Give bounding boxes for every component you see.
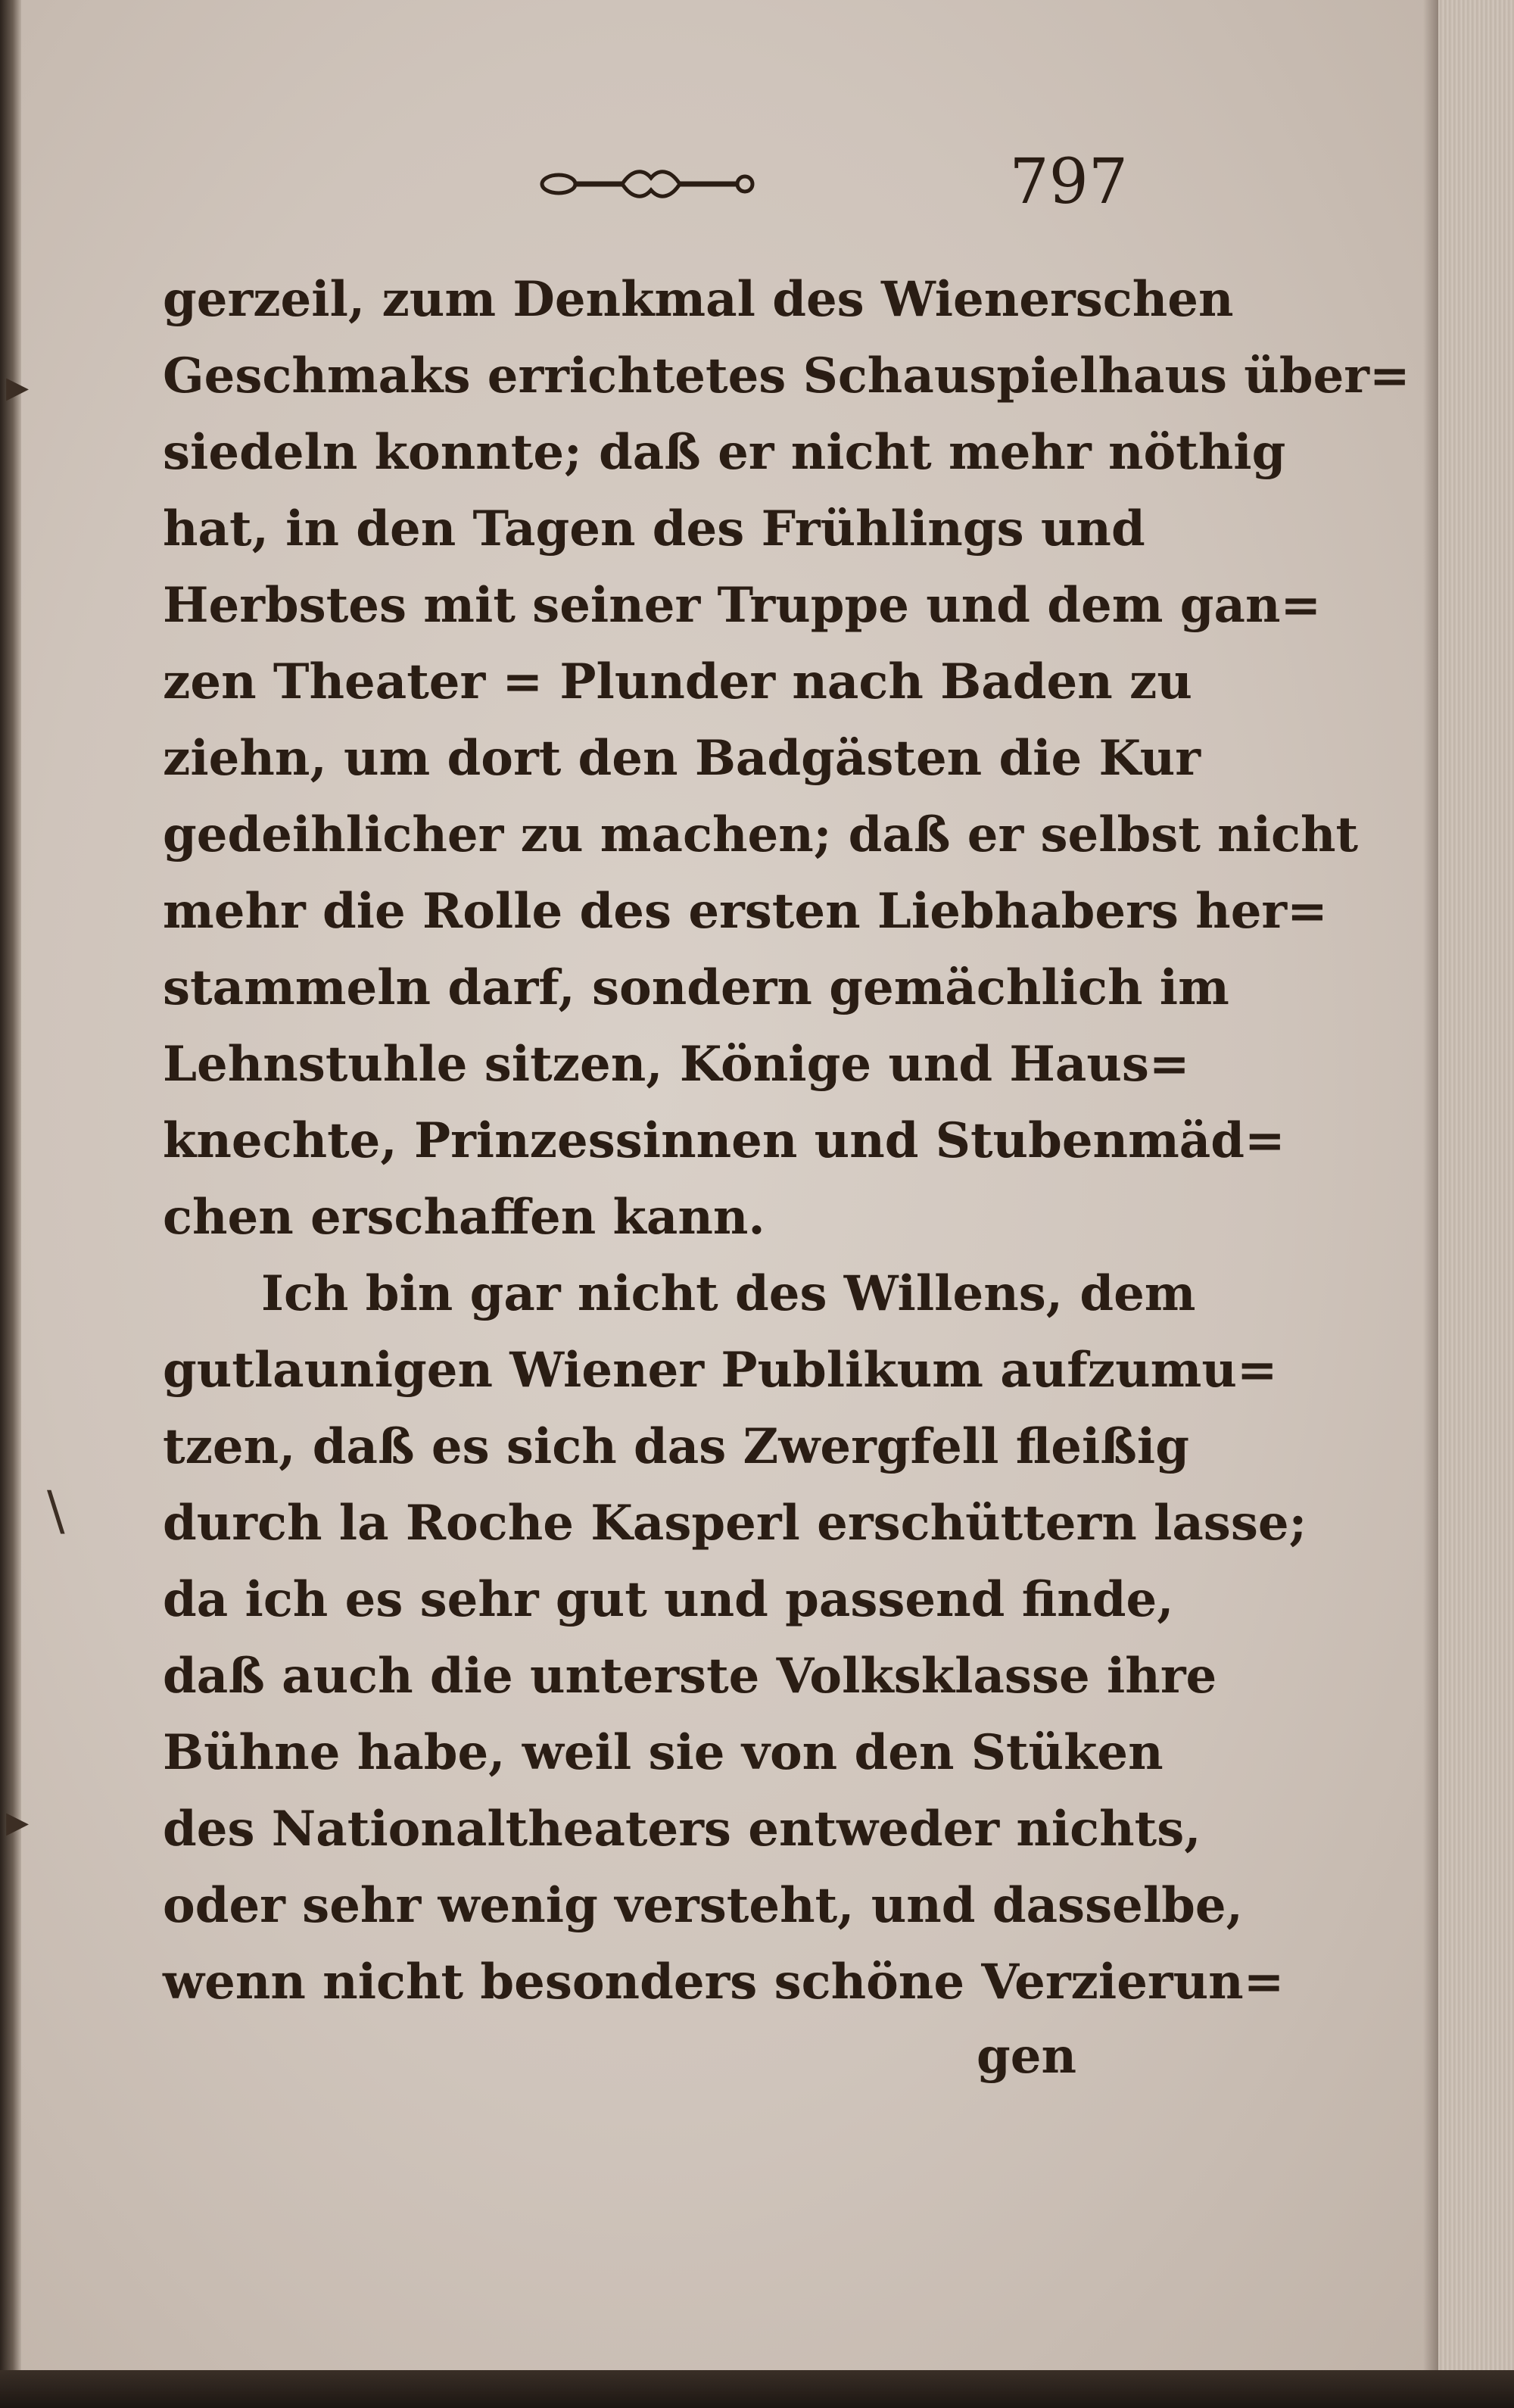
- text-line: hat, in den Tagen des Frühlings und: [163, 501, 1145, 557]
- page-text: [163, 261, 1410, 2020]
- text-line: siedeln konnte; daß er nicht mehr nöthig: [163, 424, 1286, 481]
- margin-tick-mark: ▸: [6, 1795, 30, 1848]
- margin-tick-mark: ▸: [6, 360, 30, 413]
- text-line: gutlaunigen Wiener Publikum aufzumu=: [163, 1342, 1278, 1399]
- margin-stray-stroke: \: [47, 1480, 65, 1542]
- text-line: wenn nicht besonders schöne Verzierun=: [163, 1954, 1285, 2010]
- text-line: Ich bin gar nicht des Willens, dem: [261, 1265, 1196, 1322]
- text-line: Herbstes mit seiner Truppe und dem gan=: [163, 577, 1322, 634]
- text-line: Lehnstuhle sitzen, Könige und Haus=: [163, 1036, 1190, 1093]
- text-line: Bühne habe, weil sie von den Stüken: [163, 1724, 1164, 1781]
- text-line: gedeihlicher zu machen; daß er selbst nicht: [163, 806, 1359, 863]
- text-line: Geschmaks errichtetes Schauspielhaus über=: [163, 348, 1410, 404]
- text-line: zen Theater = Plunder nach Baden zu: [163, 653, 1192, 710]
- text-line: des Nationaltheaters entweder nichts,: [163, 1801, 1201, 1857]
- text-line: chen erschaffen kann.: [163, 1189, 765, 1246]
- text-line: gerzeil, zum Denkmal des Wienerschen: [163, 271, 1234, 328]
- header-ornament: [537, 155, 765, 216]
- page-number: 797: [1009, 146, 1128, 218]
- text-line: knechte, Prinzessinnen und Stubenmäd=: [163, 1112, 1285, 1169]
- text-line: ziehn, um dort den Badgästen die Kur: [163, 730, 1201, 787]
- text-line: durch la Roche Kasperl erschüttern lasse;: [163, 1495, 1307, 1552]
- text-line: mehr die Rolle des ersten Liebhabers her=: [163, 883, 1328, 940]
- background-bottom: [0, 2370, 1514, 2408]
- catchword: gen: [977, 2028, 1076, 2085]
- text-line: tzen, daß es sich das Zwergfell fleißig: [163, 1418, 1189, 1475]
- text-line: da ich es sehr gut und passend finde,: [163, 1571, 1174, 1628]
- text-line: stammeln darf, sondern gemächlich im: [163, 959, 1229, 1016]
- text-line: daß auch die unterste Volksklasse ihre: [163, 1648, 1217, 1705]
- book-edge: [1438, 0, 1514, 2408]
- text-line: oder sehr wenig versteht, und dasselbe,: [163, 1877, 1243, 1934]
